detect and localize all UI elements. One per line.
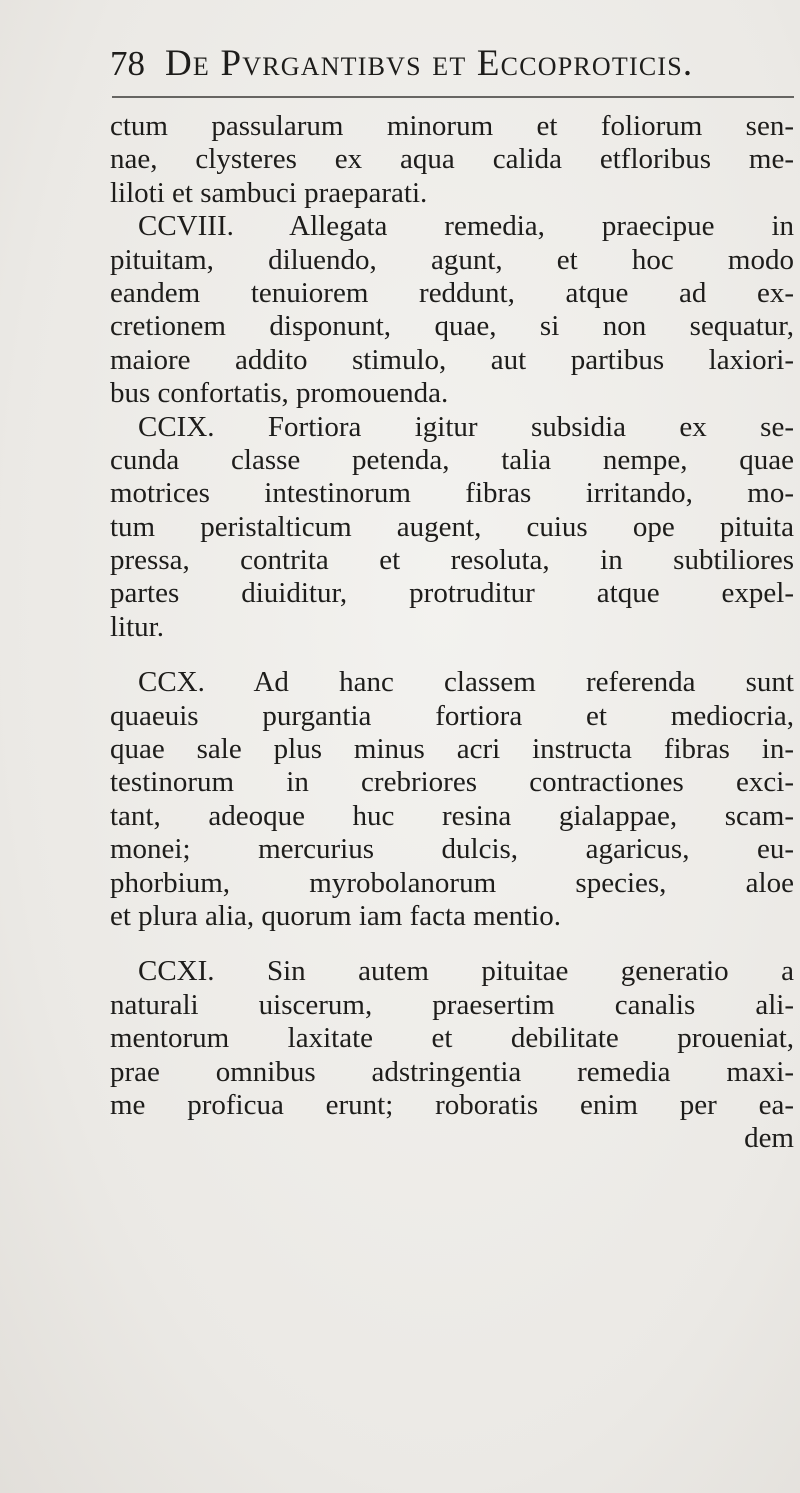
text-line: quae sale plus minus acri instructa fibras in- (110, 733, 794, 766)
text-line: cretionem disponunt, quae, si non sequatur, (110, 310, 794, 343)
text-line: litur. (110, 610, 164, 643)
header-rule (112, 96, 794, 98)
paragraph-ccix-start: CCIX. Fortiora igitur subsidia ex se- (138, 410, 794, 443)
text-line: motrices intestinorum fibras irritando, mo- (110, 477, 794, 510)
text-line: quaeuis purgantia fortiora et mediocria, (110, 699, 794, 732)
text-line: cunda classe petenda, talia nempe, quae (110, 443, 794, 476)
body-text (110, 110, 794, 1156)
text-line: tum peristalticum augent, cuius ope pituita (110, 510, 794, 543)
text-line: me proficua erunt; roboratis enim per ea- (110, 1088, 794, 1121)
paragraph-ccxi-start: CCXI. Sin autem pituitae generatio a (138, 955, 794, 988)
text-line: pituitam, diluendo, agunt, et hoc modo (110, 243, 794, 276)
text-line: monei; mercurius dulcis, agaricus, eu- (110, 833, 794, 866)
text-line: liloti et sambuci praeparati. (110, 176, 428, 209)
text-line: nae, clysteres ex aqua calida etfloribus me- (110, 143, 794, 176)
catchword: dem (744, 1122, 794, 1155)
paragraph-ccviii-start: CCVIII. Allegata remedia, praecipue in (138, 210, 794, 243)
text-line: mentorum laxitate et debilitate proueniat, (110, 1022, 794, 1055)
text-line: eandem tenuiorem reddunt, atque ad ex- (110, 276, 794, 309)
text-line: ctum passularum minorum et foliorum sen- (110, 110, 794, 142)
text-line: prae omnibus adstringentia remedia maxi- (110, 1055, 794, 1088)
text-line: et plura alia, quorum iam facta mentio. (110, 899, 561, 932)
page-header (110, 42, 790, 88)
text-line: maiore addito stimulo, aut partibus laxiori- (110, 343, 794, 376)
text-line: tant, adeoque huc resina gialappae, scam- (110, 799, 794, 832)
text-line: partes diuiditur, protruditur atque expel- (110, 577, 794, 610)
text-line: pressa, contrita et resoluta, in subtiliores (110, 544, 794, 577)
text-line: phorbium, myrobolanorum species, aloe (110, 866, 794, 899)
text-line: naturali uiscerum, praesertim canalis ali- (110, 988, 794, 1021)
text-line: bus confortatis, promouenda. (110, 377, 449, 410)
running-head: De Pvrgantibvs et Eccoproticis. (165, 43, 694, 84)
text-line: testinorum in crebriores contractiones exci- (110, 766, 794, 799)
paragraph-gap (110, 933, 794, 955)
paragraph-gap (110, 644, 794, 666)
paragraph-ccx-start: CCX. Ad hanc classem referenda sunt (138, 666, 794, 699)
page-number: 78 (110, 44, 145, 83)
